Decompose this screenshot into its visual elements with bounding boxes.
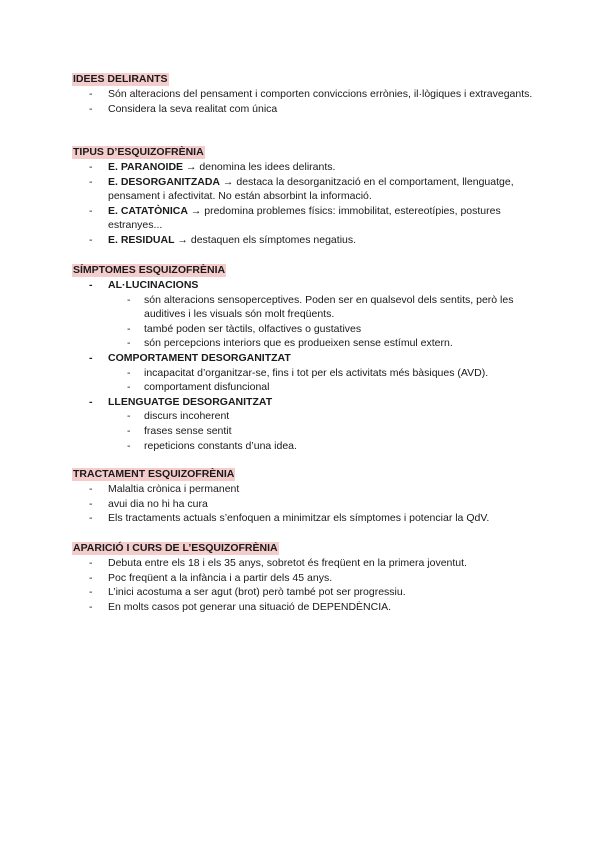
section-heading: SÍMPTOMES ESQUIZOFRÈNIA	[73, 264, 226, 276]
type-description: → destaquen els símptomes negatius.	[174, 233, 357, 246]
list-item-text: L’inici acostuma a ser agut (brot) però també pot ser progressiu.	[108, 586, 406, 599]
list-item	[72, 600, 542, 615]
list-item	[72, 366, 542, 381]
bullet-list	[72, 278, 542, 293]
bullet-dash: -	[127, 322, 131, 335]
list-item-text: frases sense sentit	[144, 424, 232, 437]
bullet-dash: -	[89, 586, 93, 599]
list-item-text: Poc freqüent a la infància i a partir dels 45 anys.	[108, 571, 333, 584]
list-item-text: també poden ser tàctils, olfactives o gustatives	[144, 322, 362, 335]
type-label: E. DESORGANITZADA	[108, 175, 221, 188]
bullet-dash: -	[89, 279, 93, 291]
list-item	[72, 497, 542, 512]
bullet-dash: -	[127, 424, 131, 437]
bullet-dash: -	[89, 557, 93, 569]
bullet-list	[72, 395, 542, 410]
list-item-text: són alteracions sensoperceptives. Poden ser en qualsevol dels sentits, però les auditives i les visuals són molt freqüents.	[144, 293, 514, 321]
type-label: E. RESIDUAL	[108, 233, 175, 246]
bullet-dash: -	[89, 351, 93, 364]
list-item-text: incapacitat d’organitzar-se, fins i tot per els activitats més bàsiques (AVD).	[144, 366, 489, 379]
list-item	[72, 439, 542, 454]
sub-list	[72, 366, 542, 395]
list-item-text: comportament disfuncional	[144, 381, 270, 394]
list-item	[72, 424, 542, 439]
symptom-group-title	[72, 395, 542, 410]
list-item	[72, 175, 542, 204]
list-item	[72, 160, 542, 175]
group-label: AL·LUCINACIONS	[108, 279, 199, 291]
bullet-dash: -	[89, 600, 93, 613]
bullet-list	[72, 160, 542, 248]
bullet-dash: -	[89, 233, 93, 246]
list-item-text: avui dia no hi ha cura	[108, 497, 208, 510]
list-item-text: Són alteracions del pensament i comporten conviccions errònies, il·lògiques i extravegants.	[108, 88, 533, 100]
symptom-group-title	[72, 351, 542, 366]
bullet-dash: -	[127, 293, 131, 306]
bullet-dash: -	[89, 102, 93, 115]
bullet-list	[72, 87, 542, 116]
list-item-text: discurs incoherent	[144, 410, 230, 423]
bullet-dash: -	[89, 88, 93, 100]
list-item	[72, 482, 542, 497]
list-item	[72, 409, 542, 424]
sub-list	[72, 409, 542, 453]
bullet-dash: -	[127, 410, 131, 423]
group-label: COMPORTAMENT DESORGANITZAT	[108, 351, 291, 364]
bullet-dash: -	[89, 175, 93, 188]
bullet-dash: -	[89, 161, 93, 173]
list-item-text: Els tractaments actuals s’enfoquen a minimitzar els símptomes i potenciar la QdV.	[108, 512, 490, 525]
list-item	[72, 511, 542, 526]
bullet-dash: -	[89, 395, 93, 408]
bullet-dash: -	[89, 204, 93, 217]
list-item-text: Debuta entre els 18 i els 35 anys, sobretot és freqüent en la primera joventut.	[108, 557, 467, 569]
list-item-text: En molts casos pot generar una situació de DEPENDÈNCIA.	[108, 600, 392, 613]
type-label: E. PARANOIDE	[108, 161, 184, 173]
list-item	[72, 380, 542, 395]
bullet-dash: -	[127, 439, 131, 452]
list-item	[72, 571, 542, 586]
list-item	[72, 585, 542, 600]
list-item	[72, 102, 542, 117]
type-label: E. CATATÒNICA	[108, 204, 188, 217]
symptom-group-title	[72, 278, 542, 293]
bullet-dash: -	[127, 366, 131, 379]
list-item	[72, 293, 542, 322]
section-heading: TRACTAMENT ESQUIZOFRÈNIA	[73, 468, 235, 480]
list-item-text: Malaltia crònica i permanent	[108, 483, 240, 495]
bullet-list	[72, 556, 542, 614]
group-label: LLENGUATGE DESORGANITZAT	[108, 395, 273, 408]
section-idees-delirants	[72, 72, 542, 116]
bullet-dash: -	[127, 337, 131, 350]
bullet-dash: -	[127, 381, 131, 394]
bullet-dash: -	[89, 571, 93, 584]
bullet-dash: -	[89, 497, 93, 510]
type-description: → destaca la desorganització en el comportament, llenguatge, pensament i afectivitat. No están absorbint la informació.	[108, 175, 514, 203]
section-simptomes	[72, 263, 542, 453]
section-heading: TIPUS D’ESQUIZOFRÈNIA	[73, 146, 204, 158]
bullet-dash: -	[89, 483, 93, 495]
section-heading: APARICIÓ I CURS DE L’ESQUIZOFRÈNIA	[73, 542, 278, 554]
list-item-text: Considera la seva realitat com única	[108, 102, 278, 115]
sub-list	[72, 293, 542, 351]
list-item-text: són percepcions interiors que es produeixen sense estímul extern.	[144, 337, 453, 350]
list-item	[72, 233, 542, 248]
list-item	[72, 87, 542, 102]
type-description: → denomina les idees delirants.	[183, 161, 336, 173]
section-tipus	[72, 145, 542, 248]
list-item-text: repeticions constants d’una idea.	[144, 439, 297, 452]
type-description: → predomina problemes físics: immobilitat, estereotípies, postures estranyes...	[108, 204, 501, 232]
list-item	[72, 556, 542, 571]
section-tractament	[72, 467, 542, 526]
section-heading: IDEES DELIRANTS	[73, 73, 168, 85]
section-aparicio	[72, 541, 542, 614]
list-item	[72, 204, 542, 233]
bullet-dash: -	[89, 512, 93, 525]
bullet-list	[72, 482, 542, 526]
bullet-list	[72, 351, 542, 366]
list-item	[72, 336, 542, 351]
list-item	[72, 322, 542, 337]
